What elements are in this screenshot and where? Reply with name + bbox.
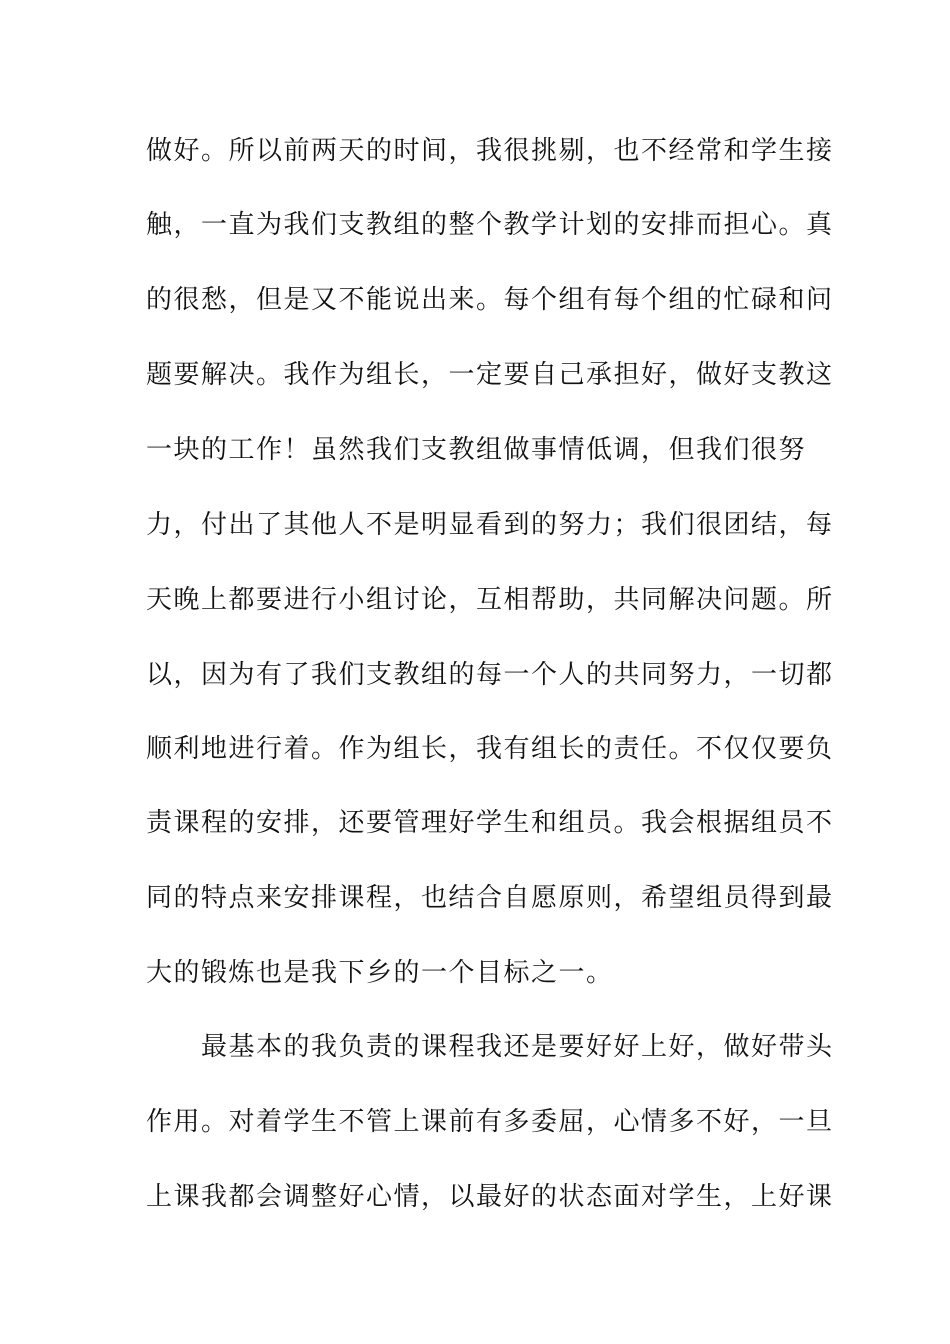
text-line: 做好。所以前两天的时间，我很挑剔，也不经常和学生接 (146, 136, 834, 166)
text-line: 触，一直为我们支教组的整个教学计划的安排而担心。真 (146, 210, 834, 240)
text-line: 顺利地进行着。作为组长，我有组长的责任。不仅仅要负 (146, 734, 834, 764)
text-line: 力，付出了其他人不是明显看到的努力；我们很团结，每 (146, 510, 834, 540)
text-line: 题要解决。我作为组长，一定要自己承担好，做好支教这 (146, 360, 834, 390)
text-line: 大的锻炼也是我下乡的一个目标之一。 (146, 958, 614, 988)
paragraph-first-line: 最基本的我负责的课程我还是要好好上好，做好带头 (146, 1032, 834, 1062)
text-line: 以，因为有了我们支教组的每一个人的共同努力，一切都 (146, 660, 834, 690)
text-line: 一块的工作！虽然我们支教组做事情低调，但我们很努 (146, 435, 807, 465)
text-line: 同的特点来安排课程，也结合自愿原则，希望组员得到最 (146, 883, 834, 913)
text-line: 上课我都会调整好心情，以最好的状态面对学生，上好课 (146, 1182, 834, 1212)
text-line: 责课程的安排，还要管理好学生和组员。我会根据组员不 (146, 808, 834, 838)
text-line: 作用。对着学生不管上课前有多委屈，心情多不好，一旦 (146, 1107, 834, 1137)
text-line: 天晚上都要进行小组讨论，互相帮助，共同解决问题。所 (146, 585, 834, 615)
text-line: 的很愁，但是又不能说出来。每个组有每个组的忙碌和问 (146, 285, 834, 315)
